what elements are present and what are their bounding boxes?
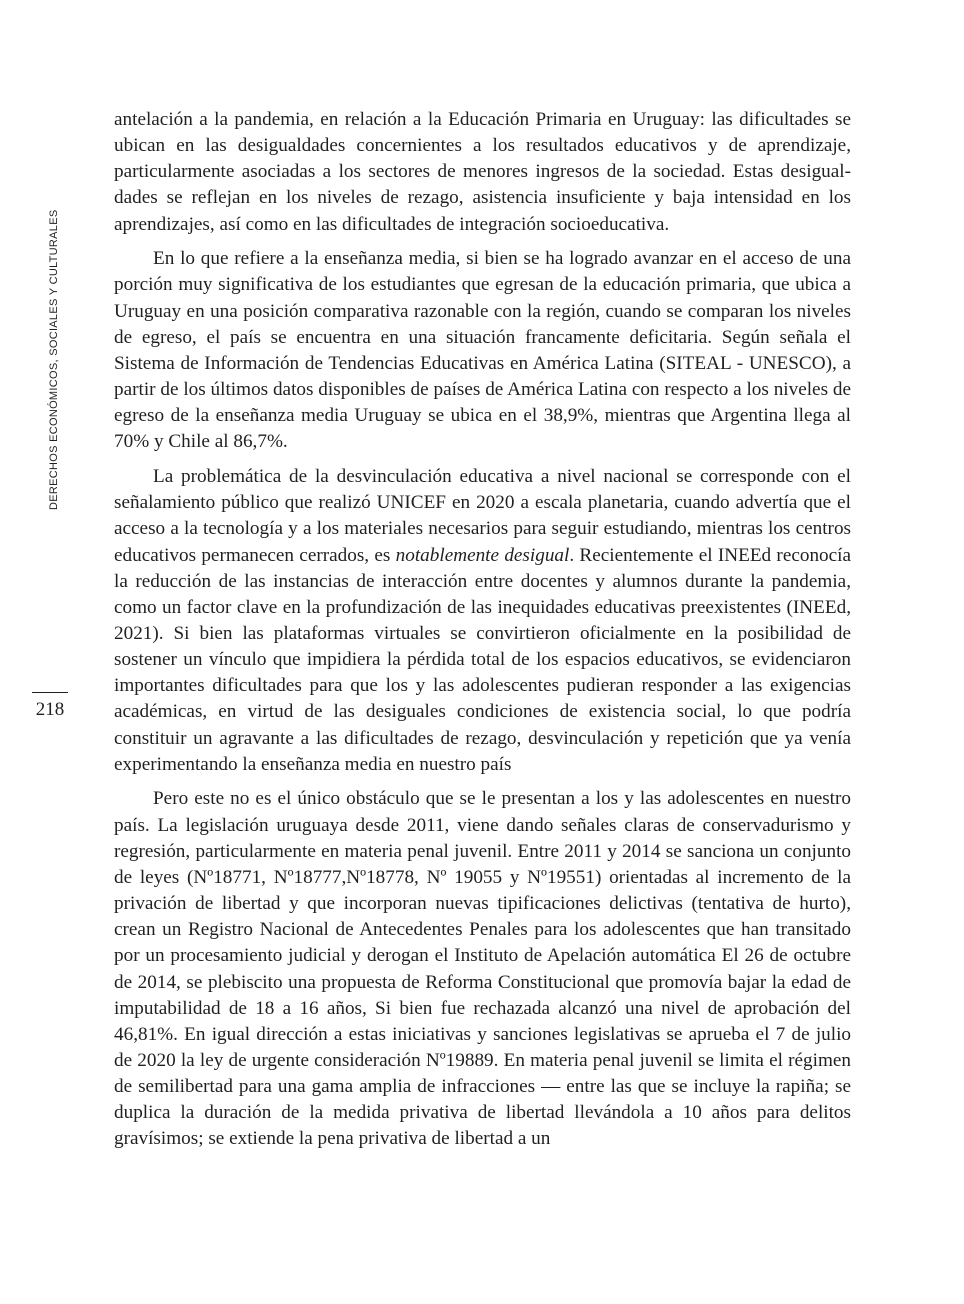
body-text <box>114 107 851 1161</box>
paragraph-3 <box>114 464 851 778</box>
page-number-rule <box>32 692 68 693</box>
paragraph-2: En lo que refiere a la enseñanza media, si bien se ha logrado avanzar en el acceso de una porción muy significativa de los estudiantes que egresan de la educación primaria, que ubica a Uruguay en una posición comparativa razonable con la región, cuando se comparan los niveles de egreso, el país se encuentra en una situación francamente deficitaria. Según señala el Sistema de Información de Tendencias Educativas en América Latina (SITEAL - UNESCO), a partir de los últimos datos disponibles de países de América Latina con respecto a los niveles de egreso de la enseñanza media Uruguay se ubica en el 38,9%, mientras que Argentina llega al 70% y Chile al 86,7%. <box>114 248 851 453</box>
paragraph-1: antelación a la pandemia, en relación a la Educación Primaria en Uruguay: las dificultades se ubican en las desigualdades concernientes a los resultados educativos y de aprendizaje, particularmente asociadas a los sectores de menores ingresos de la sociedad. Estas desigualdades se reflejan en los niveles de rezago, asistencia insuficiente y baja intensidad en los aprendizajes, así como en las dificultades de integración socioeducativa. <box>114 109 851 235</box>
paragraph-4: Pero este no es el único obstáculo que se le presentan a los y las adolescentes en nuestro país. La legislación uruguaya desde 2011, viene dando señales claras de conservadurismo y regresión, particularmente en materia penal juvenil. Entre 2011 y 2014 se sanciona un conjunto de leyes (Nº18771, Nº18777,Nº18778, Nº 19055 y Nº19551) orientadas al incremento de la privación de libertad y que incorporan nuevas tipificaciones delictivas (tentativa de hurto), crean un Registro Nacional de Antecedentes Penales para los adolescentes que han transitado por un procesamiento judicial y derogan el Instituto de Apelación automática El 26 de octubre de 2014, se plebiscito una propuesta de Reforma Constitucional que promovía bajar la edad de imputabilidad de 18 a 16 años, Si bien fue rechazada alcanzó una nivel de aprobación del 46,81%. En igual dirección a estas iniciativas y sanciones legislativas se aprueba el 7 de julio de 2020 la ley de urgente consideración Nº19889. En materia penal juvenil se limita el régimen de semilibertad para una gama amplia de infracciones — entre las que se incluye la rapiña; se duplica la duración de la medida privativa de libertad llevándola a 10 años para delitos gravísimos; se extiende la pena privativa de libertad a un <box>114 788 851 1150</box>
paragraph-3-part-1: La problemática de la desvinculación educativa a nivel nacional se corresponde con el señalamiento público que realizó UNICEF en 2020 a escala planetaria, cuando advertía que el acceso a la tecnología y a los materiales necesarios para seguir estudiando, mientras los centros educativos permanecen cerrados, es <box>114 466 851 566</box>
paragraph-3-italic: notablemente desigual <box>395 544 570 566</box>
page-number: 218 <box>35 699 65 720</box>
paragraph-3-part-2: . Recientemente el INEEd reconocía la reducción de las instancias de interacción entre docentes y alumnos durante la pandemia, como un factor clave en la profundización de las inequidades educativas preexistentes (INEEd, 2021). Si bien las plataformas virtuales se convirtieron oficialmente en la posibilidad de sostener un vínculo que impidiera la pérdida total de los espacios educativos, se evidenciaron importantes dificultades para que los y las adolescentes pudieran responder a las exigencias académicas, en virtud de las desiguales condiciones de existencia social, lo que podría constituir un agravante a las dificultades de rezago, desvinculación y repetición que ya venía experimentando la enseñanza media en nuestro país <box>114 544 851 775</box>
running-header: DERECHOS ECONÓMICOS, SOCIALES Y CULTURALES <box>48 209 60 510</box>
